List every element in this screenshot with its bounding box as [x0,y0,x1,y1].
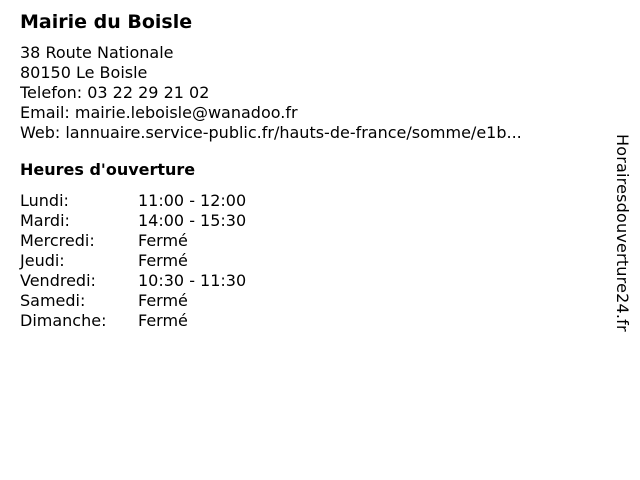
address-block [20,43,600,143]
site-brand-vertical[interactable]: Horairesdouverture24.fr [613,134,632,332]
postal-city: 80150 Le Boisle [20,63,148,82]
business-card [20,10,600,331]
day-label: Mercredi: [20,231,95,250]
time-value: Fermé [138,291,188,310]
day-label: Samedi: [20,291,86,310]
hours-heading: Heures d'ouverture [20,160,196,179]
time-value: 14:00 - 15:30 [138,211,247,230]
hours-row-sunday [20,311,600,331]
hours-row-wednesday [20,231,600,251]
day-label: Jeudi: [20,251,65,270]
hours-row-monday [20,191,600,211]
day-label: Lundi: [20,191,69,210]
time-value: 10:30 - 11:30 [138,271,247,290]
day-label: Dimanche: [20,311,107,330]
hours-row-saturday [20,291,600,311]
time-value: Fermé [138,251,188,270]
street-address: 38 Route Nationale [20,43,174,62]
day-label: Mardi: [20,211,70,230]
time-value: Fermé [138,311,188,330]
page-title: Mairie du Boisle [20,11,193,33]
time-value: 11:00 - 12:00 [138,191,247,210]
phone-number[interactable]: Telefon: 03 22 29 21 02 [20,83,210,102]
hours-row-thursday [20,251,600,271]
website-link[interactable]: Web: lannuaire.service-public.fr/hauts-de-france/somme/e1b... [20,123,522,142]
hours-row-tuesday [20,211,600,231]
email-link[interactable]: Email: mairie.leboisle@wanadoo.fr [20,103,298,122]
opening-hours-list [20,191,600,331]
hours-row-friday [20,271,600,291]
day-label: Vendredi: [20,271,96,290]
time-value: Fermé [138,231,188,250]
